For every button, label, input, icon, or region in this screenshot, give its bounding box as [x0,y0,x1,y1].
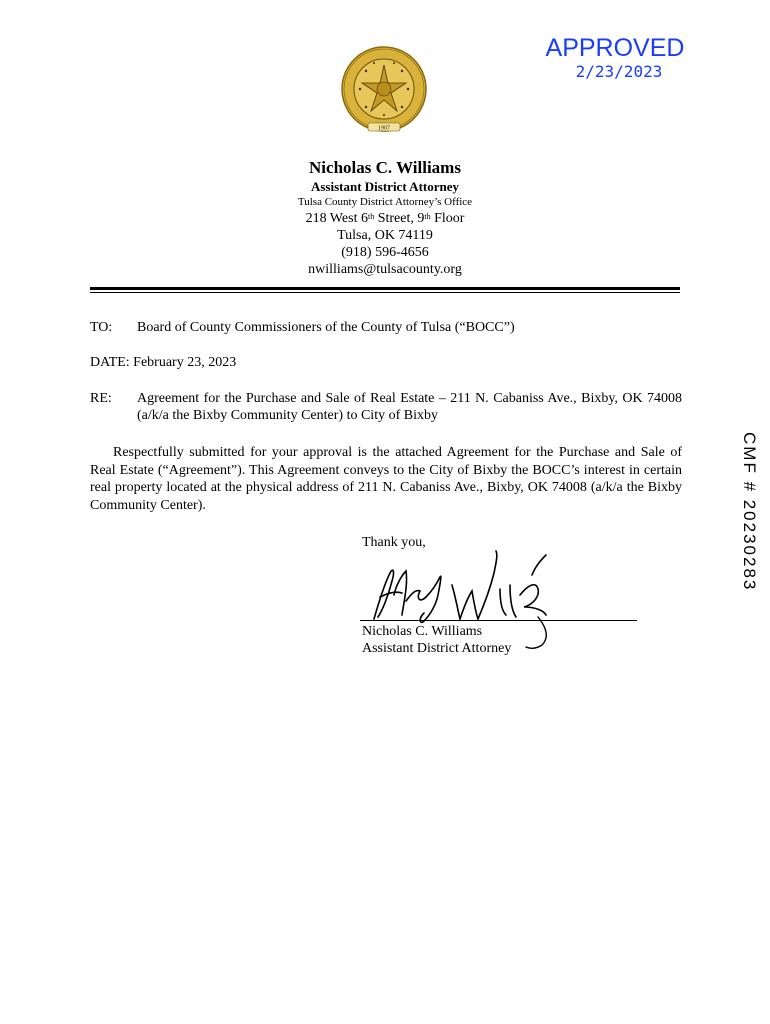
signer-name: Nicholas C. Williams [362,624,483,639]
letterhead-rule [90,287,680,290]
cmf-side-stamp-text: CMF # 20230283 [740,432,759,592]
letterhead-name: Nicholas C. Williams [309,158,461,177]
memo-re-label: RE: [90,391,112,406]
approved-stamp-status: APPROVED [545,34,685,62]
memo-to-value: Board of County Commissioners of the County of Tulsa (“BOCC”) [137,320,515,335]
memo-re [90,390,682,424]
closing-salutation: Thank you, [362,535,426,550]
letterhead-rule-thin [90,292,680,293]
approved-stamp [540,34,690,82]
state-seal-icon [334,45,434,137]
letterhead-office: Tulsa County District Attorney’s Office [297,196,473,208]
letterhead-phone: (918) 596-4656 [341,245,429,260]
body-paragraph: Respectfully submitted for your approval is the attached Agreement for the Purchase and Sale of Real Estate (“Agreement”). This Agreement conveys to the City of Bixby the BOCC’s interest in certain real property located at the physical address of 211 N. Cabaniss Ave., Bixby, OK 74008 (a/k/a the Bixby Community Center). [90,445,682,513]
memo-to [90,319,682,336]
memo-re-value: Agreement for the Purchase and Sale of Real Estate – 211 N. Cabaniss Ave., Bixby, OK 74008 (a/k/a the Bixby Community Center) to City of Bixby [137,391,682,423]
approved-stamp-date: 2/23/2023 [575,62,663,81]
cmf-side-stamp [737,432,761,632]
letterhead-title: Assistant District Attorney [310,179,460,194]
memo-date: DATE: February 23, 2023 [90,355,237,370]
signer-title: Assistant District Attorney [362,641,512,656]
letterhead [90,157,680,278]
letterhead-city: Tulsa, OK 74119 [337,228,433,243]
letterhead-address: 218 West 6th Street, 9th Floor [305,211,465,226]
signature-line [360,620,637,621]
seal-year: 1907 [378,125,390,132]
letterhead-email: nwilliams@tulsacounty.org [308,262,462,277]
memo-to-label: TO: [90,320,113,335]
